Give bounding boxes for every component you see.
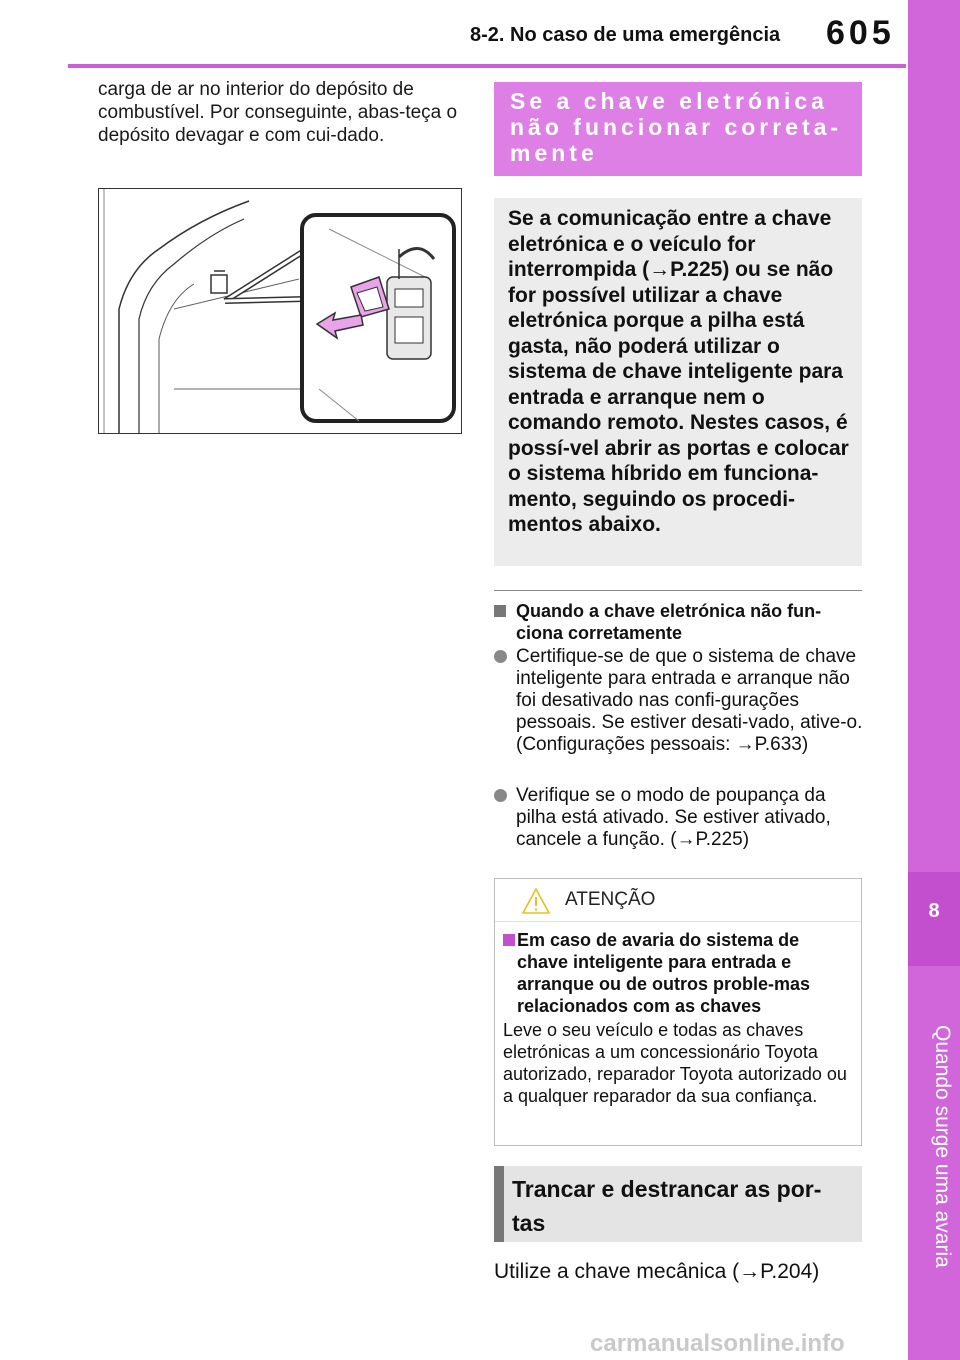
warning-body: Leve o seu veículo e todas as chaves eletrónicas a um concessionário Toyota autorizado, reparador Toyota autorizado ou a qualquer reparador da sua confiança. [503,1020,847,1106]
illustration-svg [99,189,461,433]
section-2-text: Utilize a chave mecânica (→P.204) [494,1260,820,1283]
intro-box [494,198,862,566]
chapter-number: 8 [928,900,940,922]
intro-text: Se a comunicação entre a chave eletrónica e o veículo for interrompida (→P.225) ou se não for possível utilizar a chave eletrónica porque a pilha está gasta, não poderá utilizar o sistema de chave inteligente para entrada e arranque nem o comando remoto. Nestes casos, é possí-vel abrir as portas e colocar o sistema híbrido em funciona-mento, seguindo os procedi-mentos abaixo. [508,207,849,536]
watermark: carmanualsonline.info [590,1330,845,1357]
square-bullet-icon [494,605,506,617]
note-bullet-2: Verifique se o modo de poupança da pilha está ativado. Se estiver ativado, cancele a função. (→P.225) [516,785,831,850]
section-heading-bar [494,1166,504,1242]
section-heading-smart-key-text: Se a chave eletrónica não funcionar correta-mente [510,88,843,166]
lead-paragraph: carga de ar no interior do depósito de combustível. Por conseguinte, abas-teça o depósito devagar e com cui-dado. [98,79,458,146]
page-number: 605 [826,14,895,52]
section-heading-smart-key [494,82,862,176]
warning-header [495,879,861,922]
warning-triangle-icon [521,887,551,915]
bullet-dot-icon [494,650,507,663]
divider [494,590,862,591]
header-rule [68,64,906,68]
square-bullet-icon [503,934,515,946]
warning-title: ATENÇÃO [565,889,656,910]
note-heading: Quando a chave eletrónica não fun-ciona corretamente [516,601,822,643]
note-bullet-1: Certifique-se de que o sistema de chave inteligente para entrada e arranque não foi desativado nas confi-gurações pessoais. Se estiver desati-vado, ative-o. (Configurações pessoais: →P.633) [516,646,863,755]
section-heading-doors-text: Trancar e destrancar as por-tas [512,1176,822,1236]
fuel-door-illustration [98,188,462,434]
chapter-label [914,966,954,1326]
warning-subheading: Em caso de avaria do sistema de chave inteligente para entrada e arranque ou de outros proble-mas relacionados com as chaves [517,930,811,1016]
bullet-dot-icon [494,789,507,802]
warning-box [494,878,862,1146]
section-heading-doors [494,1166,862,1242]
chapter-label-text: Quando surge uma avaria [931,1024,954,1268]
header-section-title: 8-2. No caso de uma emergência [470,24,781,46]
